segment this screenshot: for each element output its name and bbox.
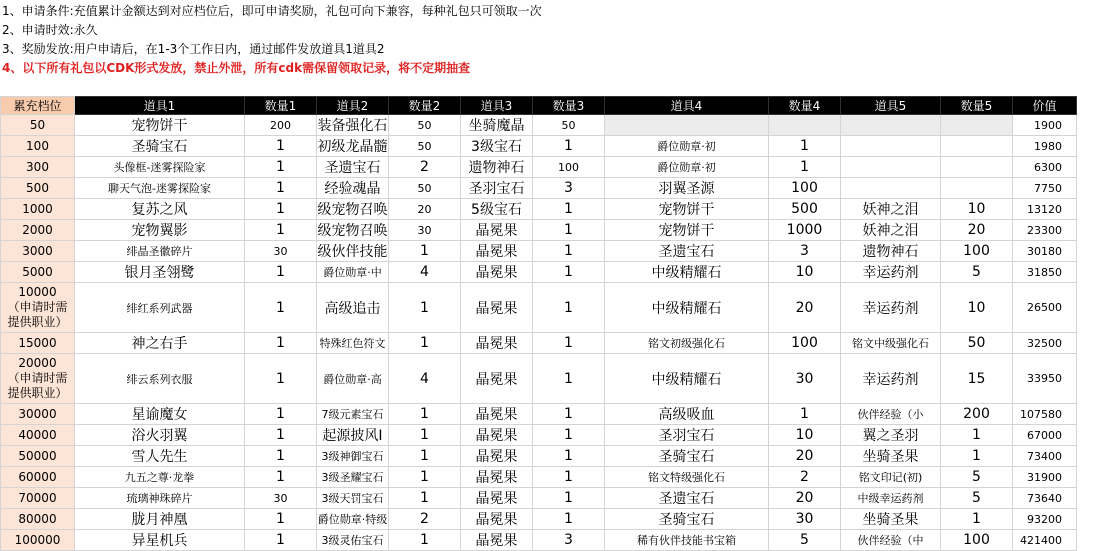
cell-value[interactable]: 73400 — [1013, 446, 1077, 467]
cell-level[interactable]: 70000 — [1, 488, 75, 509]
cell-qty4[interactable] — [769, 115, 841, 136]
cell-item1[interactable]: 复苏之风 — [75, 199, 245, 220]
cell-value[interactable]: 23300 — [1013, 220, 1077, 241]
cell-item2[interactable]: 装备强化石 — [317, 115, 389, 136]
cell-item3[interactable]: 3级宝石 — [461, 136, 533, 157]
cell-qty3[interactable]: 50 — [533, 115, 605, 136]
table-row — [1, 115, 1077, 136]
cell-item1[interactable]: 头像框-迷雾探险家 — [75, 157, 245, 178]
cell-qty5[interactable]: 50 — [941, 333, 1013, 354]
cell-item5[interactable] — [841, 115, 941, 136]
cell-item4[interactable] — [605, 115, 769, 136]
cell-item5[interactable]: 遗物神石 — [841, 241, 941, 262]
cell-qty1[interactable]: 1 — [245, 404, 317, 425]
cell-qty2[interactable]: 50 — [389, 115, 461, 136]
cell-qty2[interactable]: 30 — [389, 220, 461, 241]
cell-value[interactable]: 13120 — [1013, 199, 1077, 220]
cell-item5[interactable]: 坐骑圣果 — [841, 509, 941, 530]
cell-qty3[interactable]: 1 — [533, 354, 605, 404]
cell-qty4[interactable]: 1 — [769, 157, 841, 178]
cell-value[interactable]: 33950 — [1013, 354, 1077, 404]
cell-qty2[interactable]: 2 — [389, 509, 461, 530]
table-row — [1, 488, 1077, 509]
cell-item2[interactable]: 高级追击 — [317, 283, 389, 333]
cell-qty4[interactable]: 20 — [769, 283, 841, 333]
cell-level[interactable]: 20000 （申请时需 提供职业） — [1, 354, 75, 404]
cell-qty5[interactable]: 100 — [941, 241, 1013, 262]
cell-qty4[interactable]: 10 — [769, 425, 841, 446]
cell-item2[interactable]: 经验魂晶 — [317, 178, 389, 199]
cell-item1[interactable]: 异星机兵 — [75, 530, 245, 551]
cell-item1[interactable]: 胧月神凰 — [75, 509, 245, 530]
cell-item3[interactable]: 晶冕果 — [461, 354, 533, 404]
cell-value[interactable]: 31850 — [1013, 262, 1077, 283]
cell-level[interactable]: 2000 — [1, 220, 75, 241]
header-item3[interactable]: 道具3 — [461, 97, 533, 115]
cell-qty2[interactable]: 4 — [389, 354, 461, 404]
cell-item3[interactable]: 晶冕果 — [461, 488, 533, 509]
note-cdk-warning: 4、以下所有礼包以CDK形式发放，禁止外泄，所有cdk需保留领取记录，将不定期抽查 — [2, 61, 471, 75]
cell-level[interactable]: 50 — [1, 115, 75, 136]
table-row — [1, 136, 1077, 157]
cell-qty3[interactable]: 1 — [533, 220, 605, 241]
cell-qty3[interactable]: 1 — [533, 333, 605, 354]
table-row — [1, 262, 1077, 283]
cell-qty5[interactable] — [941, 178, 1013, 199]
cell-value[interactable]: 6300 — [1013, 157, 1077, 178]
cell-item5[interactable]: 坐骑圣果 — [841, 446, 941, 467]
cell-qty1[interactable]: 1 — [245, 199, 317, 220]
cell-qty2[interactable]: 50 — [389, 136, 461, 157]
cell-level[interactable]: 50000 — [1, 446, 75, 467]
cell-item3[interactable]: 晶冕果 — [461, 530, 533, 551]
cell-level[interactable]: 80000 — [1, 509, 75, 530]
cell-qty1[interactable]: 1 — [245, 333, 317, 354]
cell-item1[interactable]: 宠物饼干 — [75, 115, 245, 136]
cell-item5[interactable]: 幸运药剂 — [841, 354, 941, 404]
cell-qty1[interactable]: 1 — [245, 220, 317, 241]
cell-qty3[interactable]: 3 — [533, 178, 605, 199]
cell-item3[interactable]: 坐骑魔晶 — [461, 115, 533, 136]
cell-item5[interactable] — [841, 136, 941, 157]
cell-level[interactable]: 5000 — [1, 262, 75, 283]
header-level[interactable]: 累充档位 — [1, 97, 75, 115]
cell-qty2[interactable]: 1 — [389, 467, 461, 488]
cell-item4[interactable]: 稀有伙伴技能书宝箱 — [605, 530, 769, 551]
cell-item1[interactable]: 绯晶圣徽碎片 — [75, 241, 245, 262]
cell-item3[interactable]: 晶冕果 — [461, 220, 533, 241]
cell-qty5[interactable]: 15 — [941, 354, 1013, 404]
cell-qty3[interactable]: 1 — [533, 509, 605, 530]
cell-item2[interactable]: 圣遗宝石 — [317, 157, 389, 178]
header-item1[interactable]: 道具1 — [75, 97, 245, 115]
cell-item1[interactable]: 星谕魔女 — [75, 404, 245, 425]
header-item2[interactable]: 道具2 — [317, 97, 389, 115]
cell-qty2[interactable]: 50 — [389, 178, 461, 199]
note-apply-validity: 2、申请时效:永久 — [2, 23, 98, 37]
cell-qty3[interactable]: 1 — [533, 467, 605, 488]
cell-item4[interactable]: 中级精耀石 — [605, 354, 769, 404]
table-row — [1, 333, 1077, 354]
cell-qty3[interactable]: 1 — [533, 425, 605, 446]
cell-value[interactable]: 1980 — [1013, 136, 1077, 157]
table-row — [1, 425, 1077, 446]
cell-item2[interactable]: 爵位勋章·高 — [317, 354, 389, 404]
cell-item1[interactable]: 绯云系列衣服 — [75, 354, 245, 404]
cell-item1[interactable]: 圣骑宝石 — [75, 136, 245, 157]
cell-qty1[interactable]: 1 — [245, 136, 317, 157]
table-row — [1, 530, 1077, 551]
cell-item1[interactable]: 雪人先生 — [75, 446, 245, 467]
cell-qty1[interactable]: 1 — [245, 509, 317, 530]
cell-qty4[interactable]: 20 — [769, 446, 841, 467]
cell-qty4[interactable]: 10 — [769, 262, 841, 283]
cell-qty3[interactable]: 1 — [533, 199, 605, 220]
cell-item3[interactable]: 5级宝石 — [461, 199, 533, 220]
cell-item4[interactable]: 中级精耀石 — [605, 283, 769, 333]
cell-qty1[interactable]: 1 — [245, 530, 317, 551]
cell-item4[interactable]: 宠物饼干 — [605, 199, 769, 220]
cell-item4[interactable]: 爵位勋章·初 — [605, 136, 769, 157]
header-qty3[interactable]: 数量3 — [533, 97, 605, 115]
cell-item1[interactable]: 琉璃神珠碎片 — [75, 488, 245, 509]
cell-qty5[interactable]: 20 — [941, 220, 1013, 241]
cell-qty4[interactable]: 500 — [769, 199, 841, 220]
cell-value[interactable]: 30180 — [1013, 241, 1077, 262]
cell-qty4[interactable]: 1 — [769, 136, 841, 157]
cell-qty1[interactable]: 1 — [245, 157, 317, 178]
cell-item1[interactable]: 九五之尊·龙拳 — [75, 467, 245, 488]
cell-qty1[interactable]: 30 — [245, 488, 317, 509]
cell-item2[interactable]: 级伙伴技能 — [317, 241, 389, 262]
cell-value[interactable]: 1900 — [1013, 115, 1077, 136]
cell-qty2[interactable]: 4 — [389, 262, 461, 283]
cell-item4[interactable]: 铭文特级强化石 — [605, 467, 769, 488]
cell-item4[interactable]: 高级吸血 — [605, 404, 769, 425]
cell-item3[interactable]: 晶冕果 — [461, 283, 533, 333]
cell-item4[interactable]: 铭文初级强化石 — [605, 333, 769, 354]
cell-item5[interactable]: 妖神之泪 — [841, 199, 941, 220]
cell-item5[interactable]: 妖神之泪 — [841, 220, 941, 241]
cell-qty1[interactable]: 1 — [245, 262, 317, 283]
cell-item2[interactable]: 3级天罚宝石 — [317, 488, 389, 509]
cell-qty2[interactable]: 1 — [389, 425, 461, 446]
cell-item4[interactable]: 爵位勋章·初 — [605, 157, 769, 178]
table-row — [1, 354, 1077, 404]
cell-item5[interactable] — [841, 178, 941, 199]
cell-level[interactable]: 30000 — [1, 404, 75, 425]
cell-value[interactable]: 73640 — [1013, 488, 1077, 509]
header-item4[interactable]: 道具4 — [605, 97, 769, 115]
cell-item4[interactable]: 圣骑宝石 — [605, 509, 769, 530]
cell-qty4[interactable]: 2 — [769, 467, 841, 488]
cell-item1[interactable]: 浴火羽翼 — [75, 425, 245, 446]
cell-qty3[interactable]: 1 — [533, 283, 605, 333]
header-value[interactable]: 价值 — [1013, 97, 1077, 115]
cell-item3[interactable]: 晶冕果 — [461, 241, 533, 262]
table-row — [1, 283, 1077, 333]
cell-qty3[interactable]: 100 — [533, 157, 605, 178]
cell-item3[interactable]: 晶冕果 — [461, 446, 533, 467]
cell-item5[interactable]: 伙伴经验（小 — [841, 404, 941, 425]
note-reward-delivery: 3、奖励发放:用户申请后，在1-3个工作日内，通过邮件发放道具1道具2 — [2, 42, 385, 56]
cell-qty5[interactable] — [941, 136, 1013, 157]
cell-item2[interactable]: 初级龙晶髓 — [317, 136, 389, 157]
cell-qty1[interactable]: 1 — [245, 283, 317, 333]
cell-qty1[interactable]: 1 — [245, 425, 317, 446]
table-row — [1, 509, 1077, 530]
cell-qty5[interactable]: 5 — [941, 488, 1013, 509]
cell-qty2[interactable]: 20 — [389, 199, 461, 220]
cell-item3[interactable]: 晶冕果 — [461, 467, 533, 488]
cell-qty2[interactable]: 1 — [389, 404, 461, 425]
table-row — [1, 178, 1077, 199]
cell-qty4[interactable]: 100 — [769, 333, 841, 354]
table-row — [1, 199, 1077, 220]
cell-item2[interactable]: 3级神御宝石 — [317, 446, 389, 467]
cell-qty2[interactable]: 1 — [389, 446, 461, 467]
cell-item1[interactable]: 神之右手 — [75, 333, 245, 354]
cell-qty4[interactable]: 1 — [769, 404, 841, 425]
cell-qty3[interactable]: 1 — [533, 446, 605, 467]
table-row — [1, 446, 1077, 467]
cell-level[interactable]: 3000 — [1, 241, 75, 262]
table-row — [1, 241, 1077, 262]
cell-item3[interactable]: 遗物神石 — [461, 157, 533, 178]
cell-item5[interactable] — [841, 157, 941, 178]
cell-item5[interactable]: 幸运药剂 — [841, 283, 941, 333]
header-qty1[interactable]: 数量1 — [245, 97, 317, 115]
cell-item2[interactable]: 爵位勋章·中 — [317, 262, 389, 283]
cell-item3[interactable]: 晶冕果 — [461, 333, 533, 354]
cell-value[interactable]: 7750 — [1013, 178, 1077, 199]
cell-qty5[interactable]: 10 — [941, 283, 1013, 333]
cell-value[interactable]: 32500 — [1013, 333, 1077, 354]
cell-value[interactable]: 421400 — [1013, 530, 1077, 551]
cell-level[interactable]: 300 — [1, 157, 75, 178]
cell-qty4[interactable]: 1000 — [769, 220, 841, 241]
cell-item2[interactable]: 起源披风Ⅰ — [317, 425, 389, 446]
cell-item3[interactable]: 晶冕果 — [461, 262, 533, 283]
cell-qty1[interactable]: 1 — [245, 178, 317, 199]
header-qty5[interactable]: 数量5 — [941, 97, 1013, 115]
cell-qty4[interactable]: 20 — [769, 488, 841, 509]
cell-level[interactable]: 100 — [1, 136, 75, 157]
table-row — [1, 220, 1077, 241]
reward-table — [0, 96, 1077, 551]
cell-item4[interactable]: 圣遗宝石 — [605, 488, 769, 509]
cell-item4[interactable]: 圣遗宝石 — [605, 241, 769, 262]
cell-value[interactable]: 93200 — [1013, 509, 1077, 530]
cell-item3[interactable]: 晶冕果 — [461, 509, 533, 530]
cell-item3[interactable]: 圣羽宝石 — [461, 178, 533, 199]
cell-qty3[interactable]: 1 — [533, 262, 605, 283]
cell-qty1[interactable]: 30 — [245, 241, 317, 262]
cell-level[interactable]: 500 — [1, 178, 75, 199]
cell-item2[interactable]: 7级元素宝石 — [317, 404, 389, 425]
cell-item2[interactable]: 爵位勋章·特级 — [317, 509, 389, 530]
cell-item1[interactable]: 宠物翼影 — [75, 220, 245, 241]
cell-qty1[interactable]: 1 — [245, 354, 317, 404]
cell-item5[interactable]: 中级幸运药剂 — [841, 488, 941, 509]
cell-qty2[interactable]: 1 — [389, 488, 461, 509]
cell-qty2[interactable]: 1 — [389, 333, 461, 354]
cell-qty1[interactable]: 200 — [245, 115, 317, 136]
header-qty4[interactable]: 数量4 — [769, 97, 841, 115]
cell-level[interactable]: 1000 — [1, 199, 75, 220]
cell-item3[interactable]: 晶冕果 — [461, 404, 533, 425]
cell-qty5[interactable]: 1 — [941, 509, 1013, 530]
cell-qty1[interactable]: 1 — [245, 446, 317, 467]
cell-level[interactable]: 10000 （申请时需 提供职业） — [1, 283, 75, 333]
cell-qty5[interactable]: 1 — [941, 425, 1013, 446]
cell-item5[interactable]: 幸运药剂 — [841, 262, 941, 283]
cell-qty4[interactable]: 100 — [769, 178, 841, 199]
table-row — [1, 404, 1077, 425]
cell-level[interactable]: 100000 — [1, 530, 75, 551]
cell-value[interactable]: 107580 — [1013, 404, 1077, 425]
cell-item3[interactable]: 晶冕果 — [461, 425, 533, 446]
cell-item4[interactable]: 中级精耀石 — [605, 262, 769, 283]
cell-qty3[interactable]: 1 — [533, 136, 605, 157]
cell-item1[interactable]: 银月圣翎鹭 — [75, 262, 245, 283]
cell-item2[interactable]: 级宠物召唤 — [317, 199, 389, 220]
cell-qty4[interactable]: 30 — [769, 354, 841, 404]
cell-item4[interactable]: 圣骑宝石 — [605, 446, 769, 467]
cell-qty2[interactable]: 2 — [389, 157, 461, 178]
table-body — [1, 115, 1077, 551]
cell-item2[interactable]: 级宠物召唤 — [317, 220, 389, 241]
cell-item2[interactable]: 3级圣耀宝石 — [317, 467, 389, 488]
table-row — [1, 157, 1077, 178]
cell-qty1[interactable]: 1 — [245, 467, 317, 488]
cell-qty4[interactable]: 3 — [769, 241, 841, 262]
cell-qty4[interactable]: 30 — [769, 509, 841, 530]
cell-qty5[interactable] — [941, 115, 1013, 136]
cell-qty5[interactable]: 10 — [941, 199, 1013, 220]
cell-qty2[interactable]: 1 — [389, 530, 461, 551]
header-row — [1, 97, 1077, 115]
cell-qty2[interactable]: 1 — [389, 241, 461, 262]
cell-item5[interactable]: 铭文印记(初) — [841, 467, 941, 488]
cell-qty3[interactable]: 1 — [533, 241, 605, 262]
cell-qty2[interactable]: 1 — [389, 283, 461, 333]
cell-qty5[interactable]: 1 — [941, 446, 1013, 467]
cell-value[interactable]: 26500 — [1013, 283, 1077, 333]
cell-qty5[interactable]: 5 — [941, 262, 1013, 283]
cell-item4[interactable]: 圣羽宝石 — [605, 425, 769, 446]
cell-qty5[interactable]: 5 — [941, 467, 1013, 488]
cell-item5[interactable]: 伙伴经验（中 — [841, 530, 941, 551]
cell-item4[interactable]: 羽翼圣源 — [605, 178, 769, 199]
cell-item5[interactable]: 铭文中级强化石 — [841, 333, 941, 354]
cell-item2[interactable]: 3级灵佑宝石 — [317, 530, 389, 551]
cell-level[interactable]: 40000 — [1, 425, 75, 446]
cell-qty5[interactable]: 200 — [941, 404, 1013, 425]
cell-qty3[interactable]: 1 — [533, 488, 605, 509]
cell-qty5[interactable]: 100 — [941, 530, 1013, 551]
cell-value[interactable]: 67000 — [1013, 425, 1077, 446]
cell-item2[interactable]: 特殊红色符文 — [317, 333, 389, 354]
cell-item5[interactable]: 翼之圣羽 — [841, 425, 941, 446]
cell-level[interactable]: 15000 — [1, 333, 75, 354]
cell-qty5[interactable] — [941, 157, 1013, 178]
table-row — [1, 467, 1077, 488]
cell-level[interactable]: 60000 — [1, 467, 75, 488]
header-qty2[interactable]: 数量2 — [389, 97, 461, 115]
note-apply-conditions: 1、申请条件:充值累计金额达到对应档位后，即可申请奖励，礼包可向下兼容，每种礼包只可领取一次 — [2, 4, 542, 18]
cell-value[interactable]: 31900 — [1013, 467, 1077, 488]
cell-item1[interactable]: 聊天气泡-迷雾探险家 — [75, 178, 245, 199]
header-item5[interactable]: 道具5 — [841, 97, 941, 115]
cell-item1[interactable]: 绯红系列武器 — [75, 283, 245, 333]
cell-qty4[interactable]: 5 — [769, 530, 841, 551]
cell-item4[interactable]: 宠物饼干 — [605, 220, 769, 241]
cell-qty3[interactable]: 1 — [533, 404, 605, 425]
cell-qty3[interactable]: 3 — [533, 530, 605, 551]
